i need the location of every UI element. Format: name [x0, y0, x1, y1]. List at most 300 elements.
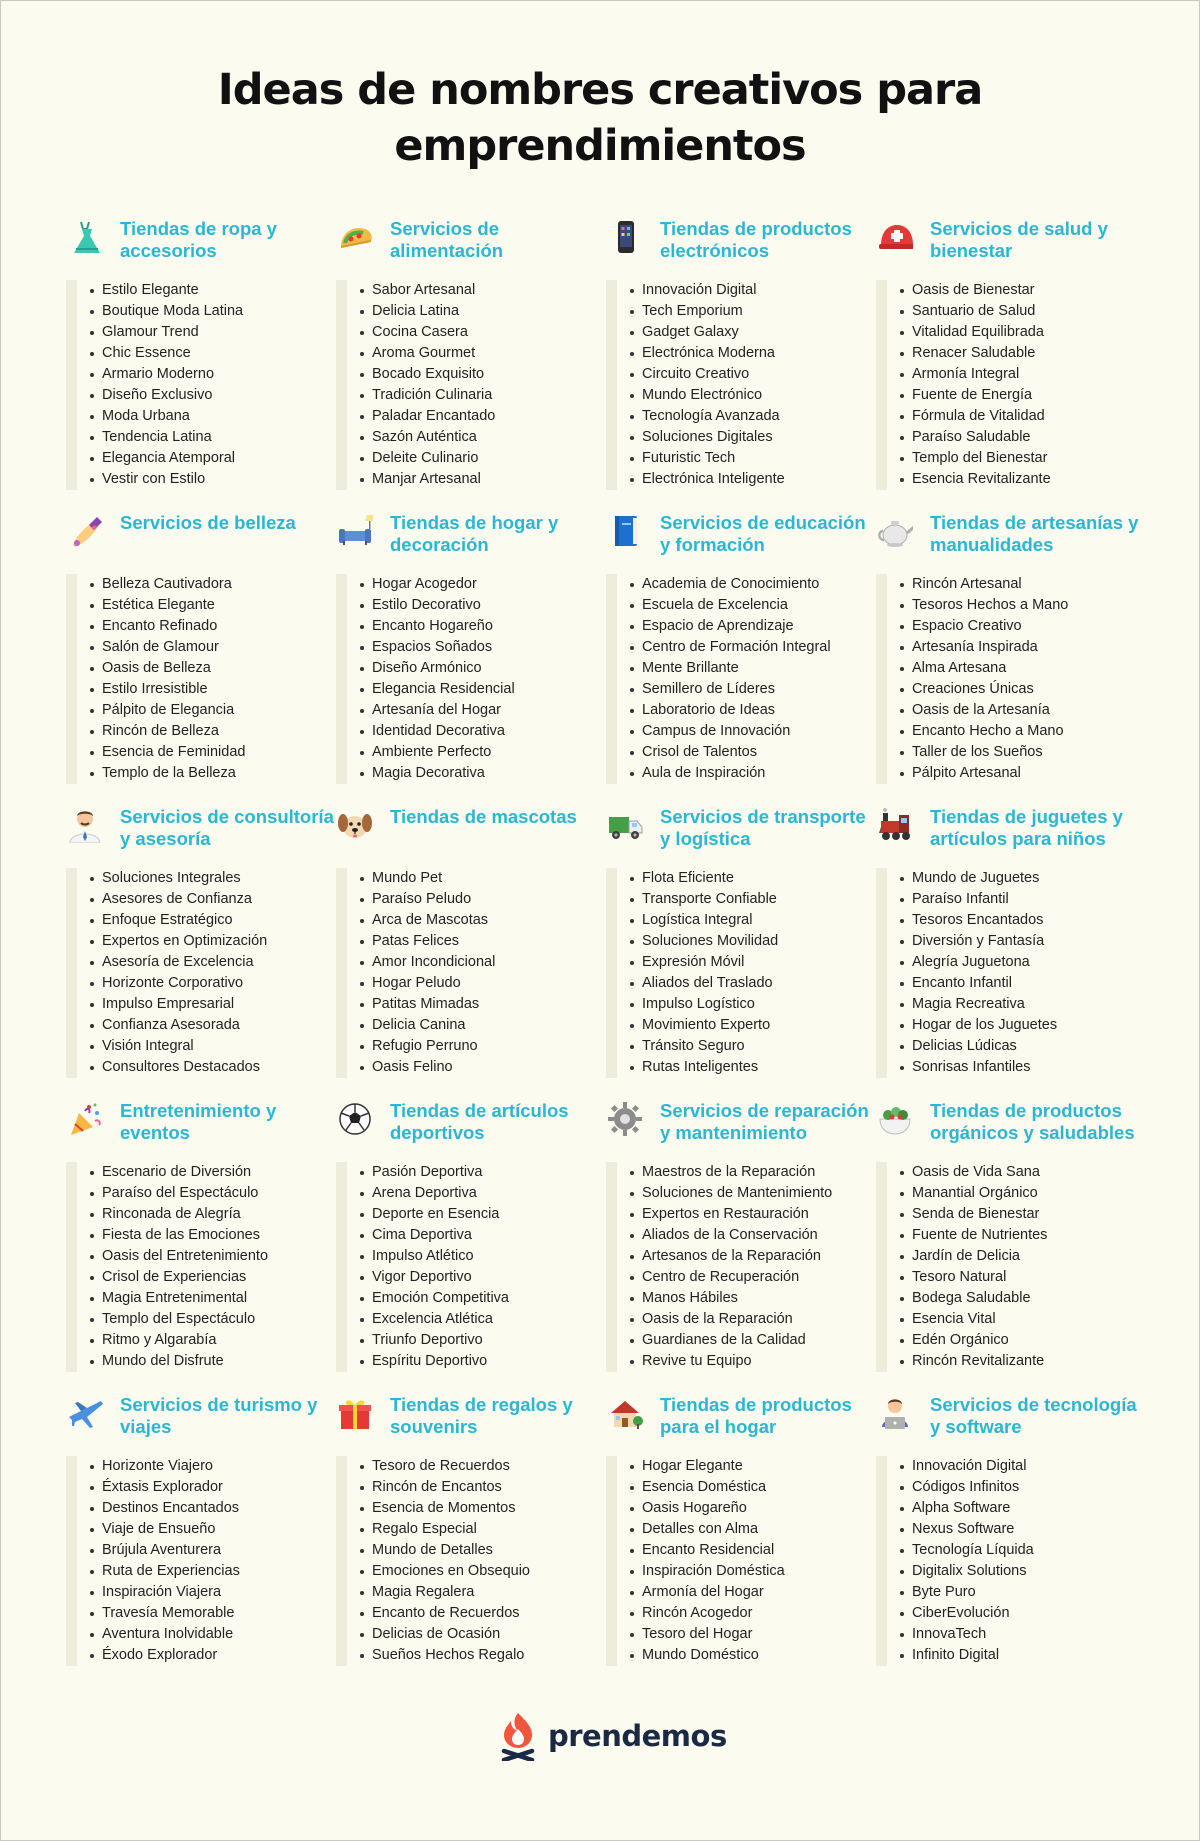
list-item: Alma Artesana [912, 658, 1142, 679]
dress-icon [66, 218, 104, 256]
list-item: Tecnología Avanzada [642, 406, 872, 427]
list-item: Tesoro del Hogar [642, 1624, 872, 1645]
list-item: Taller de los Sueños [912, 742, 1142, 763]
category-title: Tiendas de juguetes y artículos para niños [930, 806, 1123, 849]
list-item: Horizonte Viajero [102, 1456, 332, 1477]
category-header [876, 806, 1146, 866]
list-item: Rutas Inteligentes [642, 1057, 872, 1078]
category-title: Servicios de alimentación [390, 218, 504, 261]
list-item: Hogar de los Juguetes [912, 1015, 1142, 1036]
couch-lamp-icon [336, 512, 374, 550]
list-item: Chic Essence [102, 343, 332, 364]
list-item: Salón de Glamour [102, 637, 332, 658]
category-header [336, 1100, 606, 1160]
list-item: Bodega Saludable [912, 1288, 1142, 1309]
gift-icon [336, 1394, 374, 1432]
category-name-list [876, 1456, 1142, 1666]
list-item: Mundo Pet [372, 868, 602, 889]
category-name-list [66, 1162, 332, 1372]
list-item: Espacios Soñados [372, 637, 602, 658]
list-item: Regalo Especial [372, 1519, 602, 1540]
list-item: Paraíso Infantil [912, 889, 1142, 910]
list-item: Delicias de Ocasión [372, 1624, 602, 1645]
list-item: Inspiración Viajera [102, 1582, 332, 1603]
list-item: Excelencia Atlética [372, 1309, 602, 1330]
list-item: Impulso Atlético [372, 1246, 602, 1267]
list-item: Manantial Orgánico [912, 1183, 1142, 1204]
list-item: Mundo Doméstico [642, 1645, 872, 1666]
list-item: Encanto Hogareño [372, 616, 602, 637]
list-item: Electrónica Inteligente [642, 469, 872, 490]
category-title: Tiendas de productos electrónicos [660, 218, 852, 261]
category-card [336, 1394, 606, 1688]
category-name-list [336, 574, 602, 784]
category-name-list [606, 574, 872, 784]
list-item: Fuente de Energía [912, 385, 1142, 406]
category-name-list [66, 574, 332, 784]
category-header [66, 1100, 336, 1160]
list-item: Impulso Logístico [642, 994, 872, 1015]
list-item: Infinito Digital [912, 1645, 1142, 1666]
list-item: Esencia Revitalizante [912, 469, 1142, 490]
list-item: Delicia Canina [372, 1015, 602, 1036]
list-item: Paraíso Peludo [372, 889, 602, 910]
category-header [876, 218, 1146, 278]
list-item: Hogar Elegante [642, 1456, 872, 1477]
list-item: Aventura Inolvidable [102, 1624, 332, 1645]
list-item: Mundo del Disfrute [102, 1351, 332, 1372]
list-item: Tech Emporium [642, 301, 872, 322]
list-item: Moda Urbana [102, 406, 332, 427]
list-item: Crisol de Experiencias [102, 1267, 332, 1288]
list-item: Vigor Deportivo [372, 1267, 602, 1288]
list-item: Manos Hábiles [642, 1288, 872, 1309]
list-item: InnovaTech [912, 1624, 1142, 1645]
list-item: Nexus Software [912, 1519, 1142, 1540]
list-item: Patas Felices [372, 931, 602, 952]
category-header [606, 806, 876, 866]
list-item: Escuela de Excelencia [642, 595, 872, 616]
list-item: Pálpito de Elegancia [102, 700, 332, 721]
list-item: Logística Integral [642, 910, 872, 931]
list-item: Rincón de Encantos [372, 1477, 602, 1498]
list-item: Arca de Mascotas [372, 910, 602, 931]
list-item: Semillero de Líderes [642, 679, 872, 700]
list-item: Cocina Casera [372, 322, 602, 343]
list-item: Tesoros Encantados [912, 910, 1142, 931]
brand-logo [498, 1710, 727, 1762]
category-card [336, 218, 606, 512]
category-name-list [66, 280, 332, 490]
list-item: Consultores Destacados [102, 1057, 332, 1078]
category-title: Servicios de transporte y logística [660, 806, 866, 849]
list-item: Confianza Asesorada [102, 1015, 332, 1036]
list-item: Destinos Encantados [102, 1498, 332, 1519]
list-item: Esencia Doméstica [642, 1477, 872, 1498]
technologist-icon [876, 1394, 914, 1432]
list-item: Sazón Auténtica [372, 427, 602, 448]
category-name-list [606, 1162, 872, 1372]
category-name-list [876, 1162, 1142, 1372]
list-item: Aliados del Traslado [642, 973, 872, 994]
list-item: Creaciones Únicas [912, 679, 1142, 700]
category-card [336, 806, 606, 1100]
list-item: Hogar Peludo [372, 973, 602, 994]
rescue-helmet-icon [876, 218, 914, 256]
list-item: Diseño Armónico [372, 658, 602, 679]
list-item: Soluciones Digitales [642, 427, 872, 448]
list-item: Jardín de Delicia [912, 1246, 1142, 1267]
list-item: Gadget Galaxy [642, 322, 872, 343]
list-item: Estilo Elegante [102, 280, 332, 301]
list-item: Alpha Software [912, 1498, 1142, 1519]
list-item: Delicia Latina [372, 301, 602, 322]
category-title: Tiendas de productos para el hogar [660, 1394, 852, 1437]
list-item: CiberEvolución [912, 1603, 1142, 1624]
list-item: Diversión y Fantasía [912, 931, 1142, 952]
list-item: Belleza Cautivadora [102, 574, 332, 595]
list-item: Centro de Formación Integral [642, 637, 872, 658]
category-card [876, 512, 1146, 806]
list-item: Códigos Infinitos [912, 1477, 1142, 1498]
list-item: Mundo de Detalles [372, 1540, 602, 1561]
category-title: Servicios de educación y formación [660, 512, 866, 555]
list-item: Visión Integral [102, 1036, 332, 1057]
list-item: Innovación Digital [912, 1456, 1142, 1477]
list-item: Paladar Encantado [372, 406, 602, 427]
list-item: Guardianes de la Calidad [642, 1330, 872, 1351]
list-item: Éxodo Explorador [102, 1645, 332, 1666]
category-name-list [336, 1456, 602, 1666]
category-card [606, 218, 876, 512]
list-item: Ruta de Experiencias [102, 1561, 332, 1582]
list-item: Tesoro de Recuerdos [372, 1456, 602, 1477]
list-item: Paraíso del Espectáculo [102, 1183, 332, 1204]
category-name-list [66, 868, 332, 1078]
category-name-list [606, 280, 872, 490]
list-item: Armonía Integral [912, 364, 1142, 385]
list-item: Centro de Recuperación [642, 1267, 872, 1288]
list-item: Mente Brillante [642, 658, 872, 679]
taco-icon [336, 218, 374, 256]
list-item: Vestir con Estilo [102, 469, 332, 490]
category-title: Entretenimiento y eventos [120, 1100, 277, 1143]
category-card [606, 1100, 876, 1394]
list-item: Tecnología Líquida [912, 1540, 1142, 1561]
category-header [336, 218, 606, 278]
list-item: Tradición Culinaria [372, 385, 602, 406]
list-item: Deleite Culinario [372, 448, 602, 469]
list-item: Travesía Memorable [102, 1603, 332, 1624]
party-popper-icon [66, 1100, 104, 1138]
list-item: Estilo Decorativo [372, 595, 602, 616]
list-item: Transporte Confiable [642, 889, 872, 910]
category-name-list [336, 868, 602, 1078]
list-item: Encanto Residencial [642, 1540, 872, 1561]
locomotive-icon [876, 806, 914, 844]
list-item: Aliados de la Conservación [642, 1225, 872, 1246]
category-card [606, 1394, 876, 1688]
list-item: Laboratorio de Ideas [642, 700, 872, 721]
list-item: Amor Incondicional [372, 952, 602, 973]
list-item: Boutique Moda Latina [102, 301, 332, 322]
list-item: Flota Eficiente [642, 868, 872, 889]
list-item: Arena Deportiva [372, 1183, 602, 1204]
list-item: Artesanos de la Reparación [642, 1246, 872, 1267]
category-title: Servicios de tecnología y software [930, 1394, 1137, 1437]
soccer-ball-icon [336, 1100, 374, 1138]
category-title: Tiendas de artesanías y manualidades [930, 512, 1139, 555]
list-item: Esencia de Feminidad [102, 742, 332, 763]
category-header [336, 1394, 606, 1454]
list-item: Encanto Infantil [912, 973, 1142, 994]
category-header [606, 1100, 876, 1160]
list-item: Inspiración Doméstica [642, 1561, 872, 1582]
list-item: Soluciones de Mantenimiento [642, 1183, 872, 1204]
category-header [66, 806, 336, 866]
category-title: Tiendas de artículos deportivos [390, 1100, 569, 1143]
dog-face-icon [336, 806, 374, 844]
category-header [876, 1100, 1146, 1160]
list-item: Viaje de Ensueño [102, 1519, 332, 1540]
list-item: Electrónica Moderna [642, 343, 872, 364]
list-item: Detalles con Alma [642, 1519, 872, 1540]
category-name-list [876, 868, 1142, 1078]
list-item: Fiesta de las Emociones [102, 1225, 332, 1246]
category-title: Servicios de turismo y viajes [120, 1394, 318, 1437]
list-item: Encanto Hecho a Mano [912, 721, 1142, 742]
category-title: Servicios de belleza [120, 512, 296, 533]
list-item: Brújula Aventurera [102, 1540, 332, 1561]
list-item: Éxtasis Explorador [102, 1477, 332, 1498]
list-item: Ritmo y Algarabía [102, 1330, 332, 1351]
brand-name: prendemos [548, 1719, 727, 1753]
list-item: Asesoría de Excelencia [102, 952, 332, 973]
category-card [66, 806, 336, 1100]
list-item: Horizonte Corporativo [102, 973, 332, 994]
list-item: Cima Deportiva [372, 1225, 602, 1246]
list-item: Revive tu Equipo [642, 1351, 872, 1372]
list-item: Futuristic Tech [642, 448, 872, 469]
list-item: Armario Moderno [102, 364, 332, 385]
list-item: Sabor Artesanal [372, 280, 602, 301]
list-item: Templo del Espectáculo [102, 1309, 332, 1330]
list-item: Bocado Exquisito [372, 364, 602, 385]
category-card [336, 1100, 606, 1394]
office-worker-icon [66, 806, 104, 844]
list-item: Impulso Empresarial [102, 994, 332, 1015]
list-item: Escenario de Diversión [102, 1162, 332, 1183]
list-item: Encanto Refinado [102, 616, 332, 637]
list-item: Tesoro Natural [912, 1267, 1142, 1288]
blue-book-icon [606, 512, 644, 550]
list-item: Diseño Exclusivo [102, 385, 332, 406]
list-item: Digitalix Solutions [912, 1561, 1142, 1582]
category-header [336, 806, 606, 866]
list-item: Crisol de Talentos [642, 742, 872, 763]
list-item: Emoción Competitiva [372, 1288, 602, 1309]
list-item: Glamour Trend [102, 322, 332, 343]
page-title: Ideas de nombres creativos para emprendimientos [217, 65, 983, 171]
category-header [606, 218, 876, 278]
list-item: Fórmula de Vitalidad [912, 406, 1142, 427]
list-item: Oasis de la Artesanía [912, 700, 1142, 721]
category-title: Servicios de reparación y mantenimiento [660, 1100, 869, 1143]
list-item: Sueños Hechos Regalo [372, 1645, 602, 1666]
list-item: Tesoros Hechos a Mano [912, 595, 1142, 616]
list-item: Artesanía Inspirada [912, 637, 1142, 658]
list-item: Templo de la Belleza [102, 763, 332, 784]
list-item: Templo del Bienestar [912, 448, 1142, 469]
list-item: Oasis de Bienestar [912, 280, 1142, 301]
teapot-icon [876, 512, 914, 550]
category-name-list [876, 574, 1142, 784]
list-item: Pálpito Artesanal [912, 763, 1142, 784]
category-card [876, 218, 1146, 512]
list-item: Artesanía del Hogar [372, 700, 602, 721]
list-item: Pasión Deportiva [372, 1162, 602, 1183]
category-card [606, 806, 876, 1100]
list-item: Oasis de Vida Sana [912, 1162, 1142, 1183]
list-item: Deporte en Esencia [372, 1204, 602, 1225]
list-item: Patitas Mimadas [372, 994, 602, 1015]
list-item: Movimiento Experto [642, 1015, 872, 1036]
list-item: Rincón de Belleza [102, 721, 332, 742]
list-item: Triunfo Deportivo [372, 1330, 602, 1351]
list-item: Estilo Irresistible [102, 679, 332, 700]
list-item: Rinconada de Alegría [102, 1204, 332, 1225]
phone-icon [606, 218, 644, 256]
list-item: Paraíso Saludable [912, 427, 1142, 448]
category-name-list [606, 868, 872, 1078]
category-title: Servicios de consultoría y asesoría [120, 806, 334, 849]
list-item: Santuario de Salud [912, 301, 1142, 322]
category-header [66, 218, 336, 278]
list-item: Delicias Lúdicas [912, 1036, 1142, 1057]
category-card [876, 1100, 1146, 1394]
list-item: Tránsito Seguro [642, 1036, 872, 1057]
category-title: Tiendas de ropa y accesorios [120, 218, 277, 261]
list-item: Estética Elegante [102, 595, 332, 616]
list-item: Elegancia Residencial [372, 679, 602, 700]
list-item: Maestros de la Reparación [642, 1162, 872, 1183]
list-item: Magia Entretenimental [102, 1288, 332, 1309]
category-title: Tiendas de hogar y decoración [390, 512, 559, 555]
category-card [876, 1394, 1146, 1688]
list-item: Hogar Acogedor [372, 574, 602, 595]
list-item: Oasis del Entretenimiento [102, 1246, 332, 1267]
list-item: Magia Decorativa [372, 763, 602, 784]
list-item: Esencia de Momentos [372, 1498, 602, 1519]
list-item: Academia de Conocimiento [642, 574, 872, 595]
category-header [876, 1394, 1146, 1454]
campfire-logo-icon [498, 1711, 538, 1761]
list-item: Asesores de Confianza [102, 889, 332, 910]
category-header [606, 512, 876, 572]
list-item: Edén Orgánico [912, 1330, 1142, 1351]
list-item: Espíritu Deportivo [372, 1351, 602, 1372]
category-card [66, 1100, 336, 1394]
category-title: Servicios de salud y bienestar [930, 218, 1108, 261]
list-item: Renacer Saludable [912, 343, 1142, 364]
list-item: Rincón Revitalizante [912, 1351, 1142, 1372]
list-item: Mundo de Juguetes [912, 868, 1142, 889]
category-card [66, 512, 336, 806]
list-item: Tendencia Latina [102, 427, 332, 448]
list-item: Expertos en Restauración [642, 1204, 872, 1225]
list-item: Fuente de Nutrientes [912, 1225, 1142, 1246]
category-card [606, 512, 876, 806]
nail-polish-icon [66, 512, 104, 550]
list-item: Expertos en Optimización [102, 931, 332, 952]
list-item: Innovación Digital [642, 280, 872, 301]
category-card [66, 1394, 336, 1688]
list-item: Elegancia Atemporal [102, 448, 332, 469]
list-item: Alegría Juguetona [912, 952, 1142, 973]
list-item: Circuito Creativo [642, 364, 872, 385]
category-header [336, 512, 606, 572]
category-card [66, 218, 336, 512]
category-title: Tiendas de productos orgánicos y saludables [930, 1100, 1135, 1143]
list-item: Manjar Artesanal [372, 469, 602, 490]
list-item: Espacio Creativo [912, 616, 1142, 637]
list-item: Identidad Decorativa [372, 721, 602, 742]
category-card [876, 806, 1146, 1100]
list-item: Armonía del Hogar [642, 1582, 872, 1603]
salad-bowl-icon [876, 1100, 914, 1138]
list-item: Aroma Gourmet [372, 343, 602, 364]
list-item: Rincón Artesanal [912, 574, 1142, 595]
list-item: Oasis de Belleza [102, 658, 332, 679]
list-item: Mundo Electrónico [642, 385, 872, 406]
list-item: Magia Regalera [372, 1582, 602, 1603]
list-item: Soluciones Movilidad [642, 931, 872, 952]
list-item: Soluciones Integrales [102, 868, 332, 889]
category-header [66, 512, 336, 572]
list-item: Ambiente Perfecto [372, 742, 602, 763]
delivery-truck-icon [606, 806, 644, 844]
list-item: Encanto de Recuerdos [372, 1603, 602, 1624]
category-header [606, 1394, 876, 1454]
list-item: Oasis de la Reparación [642, 1309, 872, 1330]
category-title: Tiendas de regalos y souvenirs [390, 1394, 573, 1437]
list-item: Expresión Móvil [642, 952, 872, 973]
list-item: Senda de Bienestar [912, 1204, 1142, 1225]
list-item: Refugio Perruno [372, 1036, 602, 1057]
house-garden-icon [606, 1394, 644, 1432]
airplane-icon [66, 1394, 104, 1432]
category-name-list [336, 280, 602, 490]
category-name-list [876, 280, 1142, 490]
gear-icon [606, 1100, 644, 1138]
list-item: Oasis Hogareño [642, 1498, 872, 1519]
list-item: Esencia Vital [912, 1309, 1142, 1330]
categories-grid [66, 218, 1146, 1688]
list-item: Byte Puro [912, 1582, 1142, 1603]
list-item: Oasis Felino [372, 1057, 602, 1078]
list-item: Vitalidad Equilibrada [912, 322, 1142, 343]
category-header [66, 1394, 336, 1454]
category-header [876, 512, 1146, 572]
category-name-list [66, 1456, 332, 1666]
list-item: Aula de Inspiración [642, 763, 872, 784]
list-item: Espacio de Aprendizaje [642, 616, 872, 637]
list-item: Rincón Acogedor [642, 1603, 872, 1624]
category-name-list [336, 1162, 602, 1372]
list-item: Enfoque Estratégico [102, 910, 332, 931]
list-item: Sonrisas Infantiles [912, 1057, 1142, 1078]
category-name-list [606, 1456, 872, 1666]
